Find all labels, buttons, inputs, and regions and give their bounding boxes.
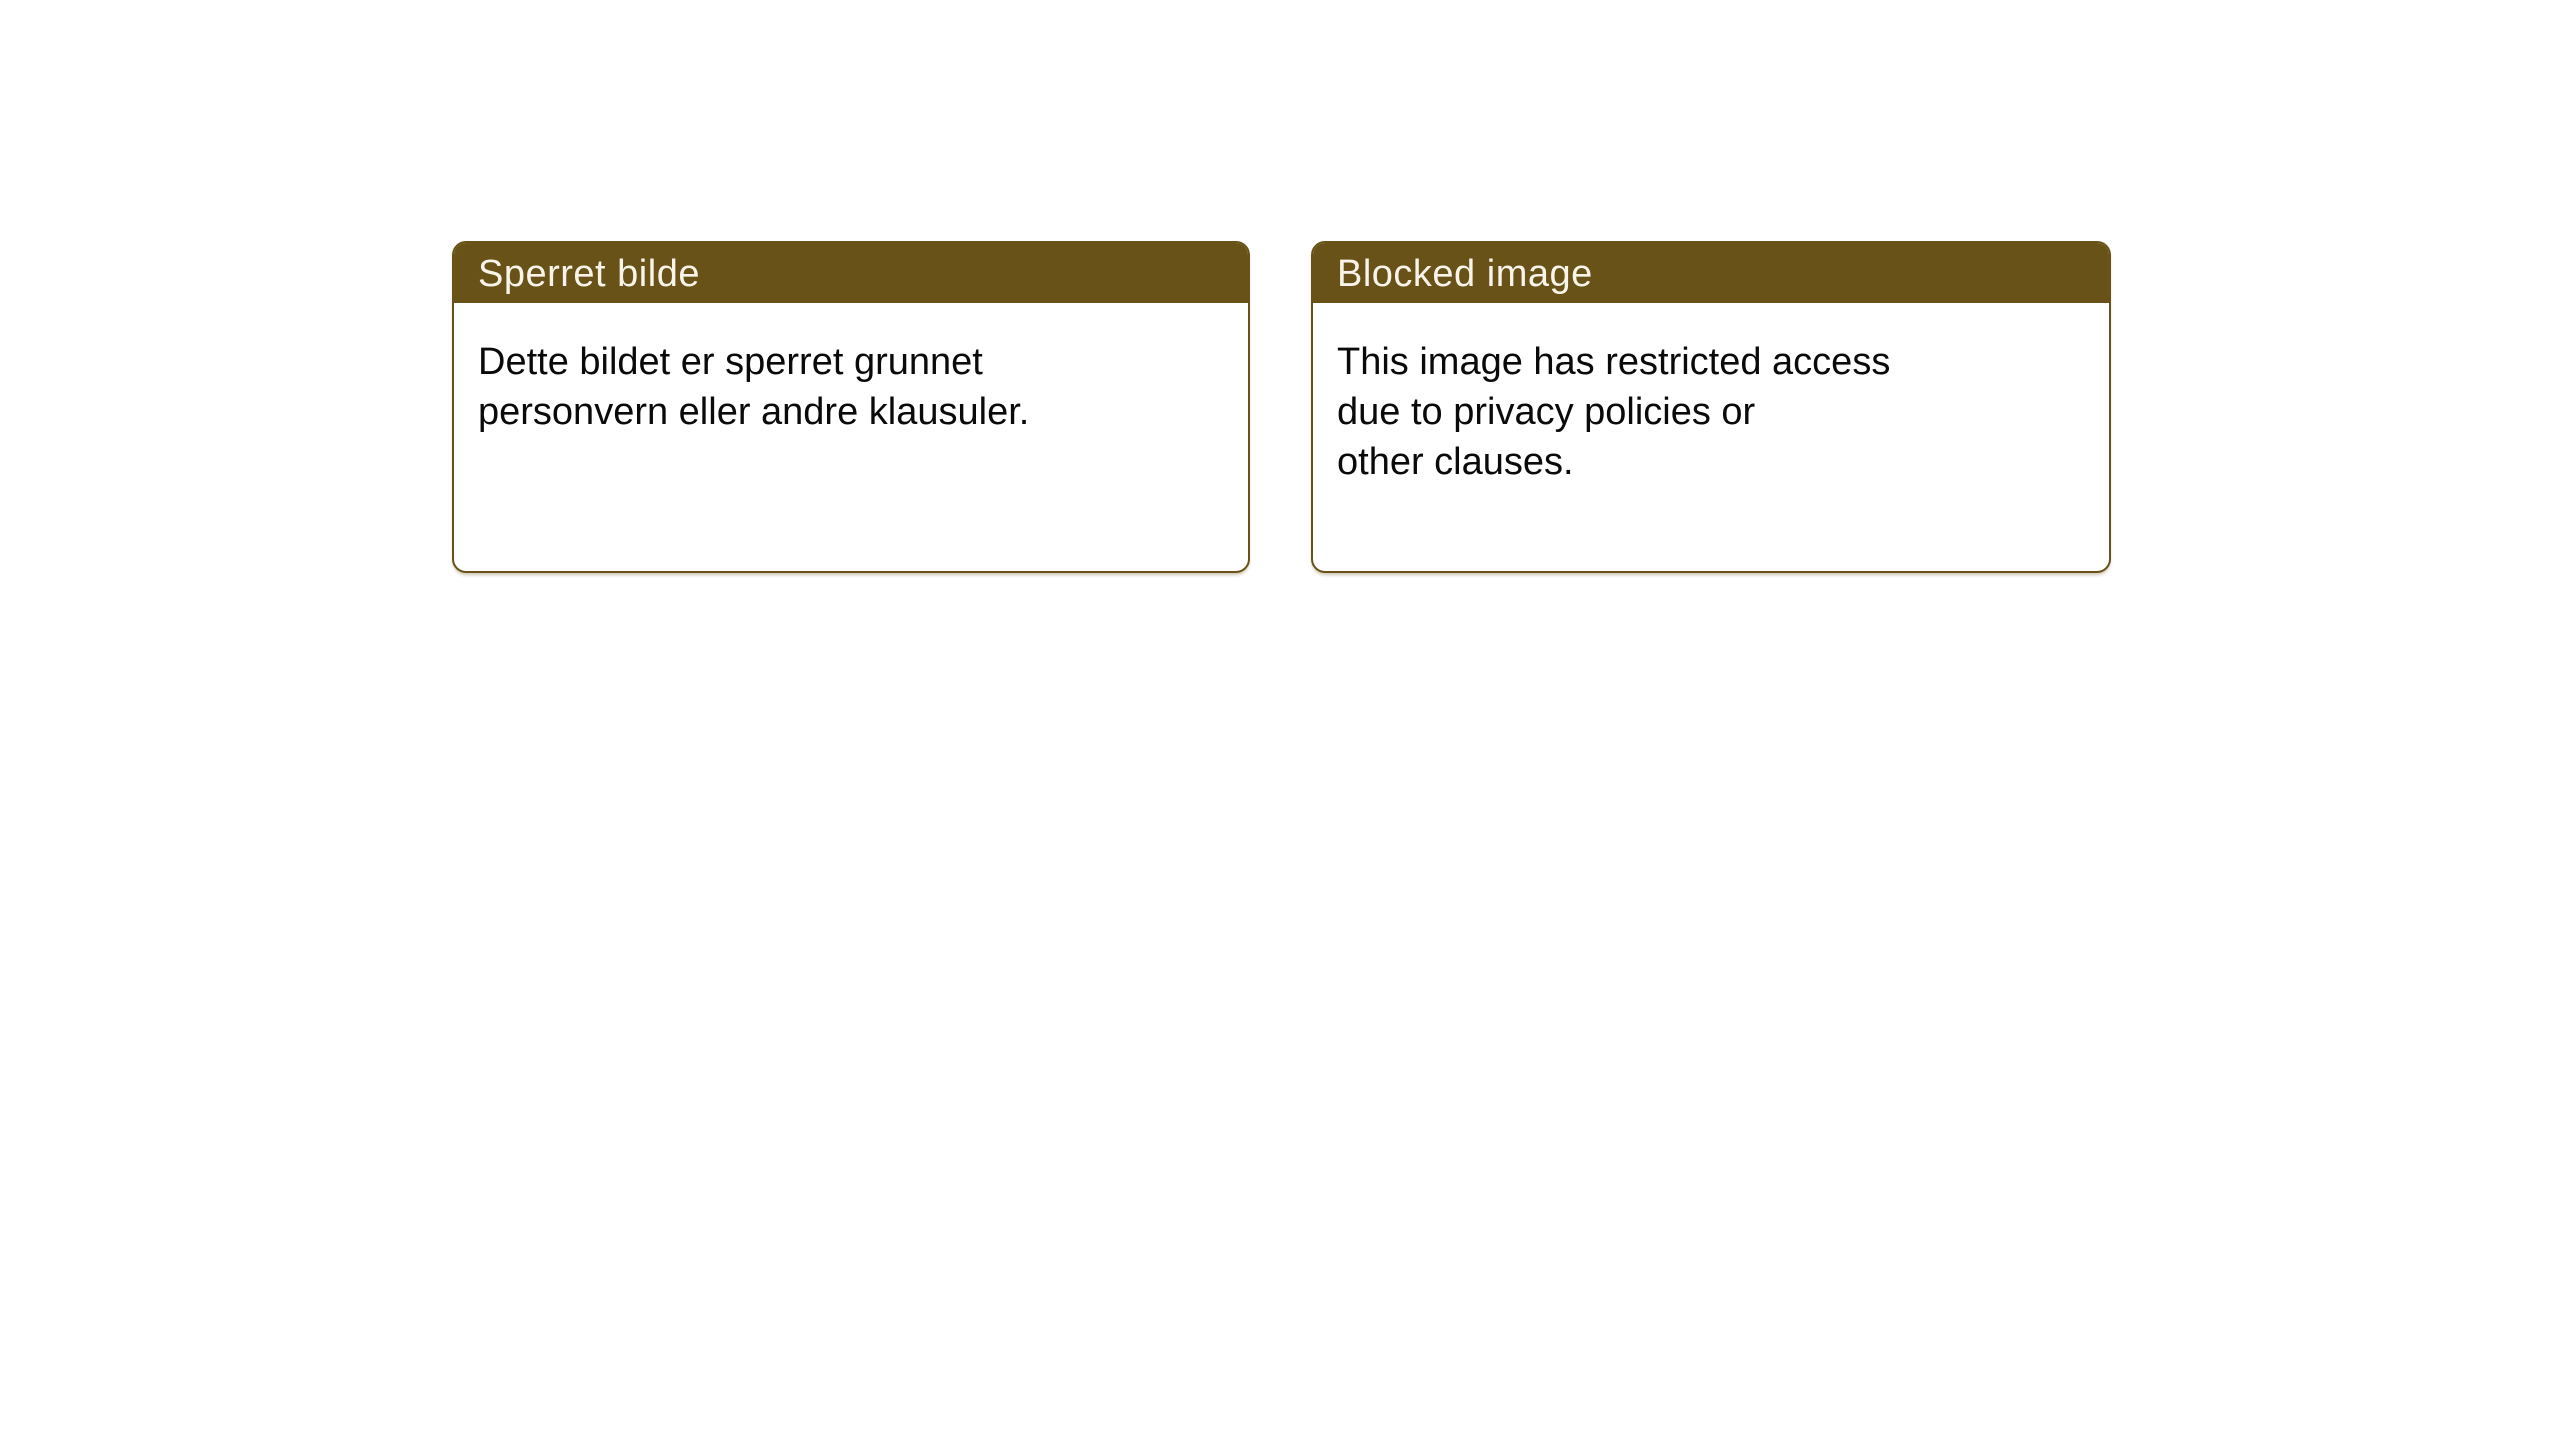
- body-text-line: other clauses.: [1337, 441, 1574, 483]
- card-body: [1313, 303, 2109, 487]
- card-header: [454, 243, 1248, 303]
- card-title: Sperret bilde: [478, 252, 700, 295]
- blocked-image-card-english: [1311, 241, 2111, 573]
- card-body: [454, 303, 1248, 437]
- body-text-line: personvern eller andre klausuler.: [478, 391, 1030, 433]
- body-text-line: due to privacy policies or: [1337, 391, 1756, 433]
- body-text-line: This image has restricted access: [1337, 341, 1891, 383]
- card-header: [1313, 243, 2109, 303]
- card-title: Blocked image: [1337, 252, 1593, 295]
- blocked-image-card-norwegian: [452, 241, 1250, 573]
- body-text-line: Dette bildet er sperret grunnet: [478, 341, 983, 383]
